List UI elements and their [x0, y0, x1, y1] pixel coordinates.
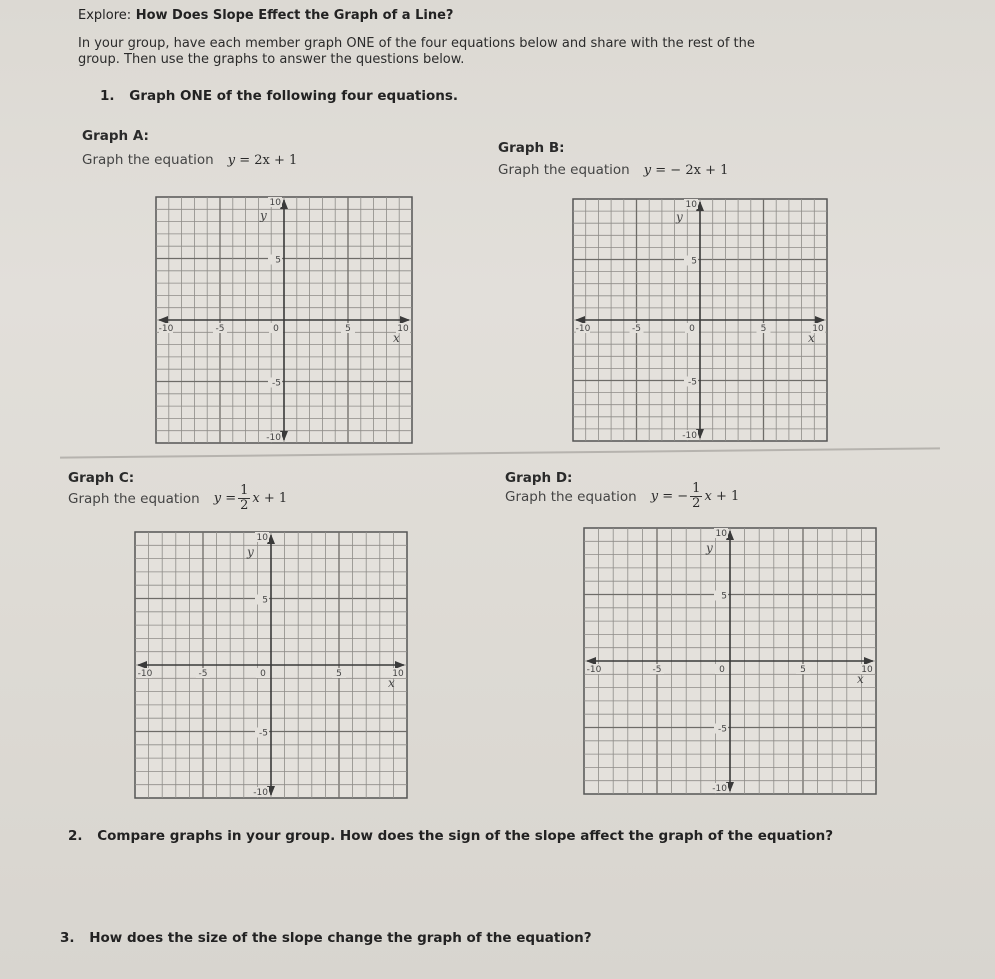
- graph-d-equation: [651, 482, 740, 511]
- graph-b-instruction-text: Graph the equation: [498, 162, 630, 178]
- graph-a-grid[interactable]: [155, 196, 413, 444]
- graph-c-instruction: [68, 484, 287, 513]
- svg-text:x: x: [393, 331, 400, 345]
- svg-text:10: 10: [269, 198, 281, 208]
- svg-text:5: 5: [760, 324, 767, 334]
- graph-d-instruction: [505, 482, 739, 511]
- svg-text:-10: -10: [137, 669, 153, 679]
- question-3-text: How does the size of the slope change the graph of the equation?: [89, 930, 592, 946]
- intro-paragraph: [78, 36, 878, 68]
- svg-text:10: 10: [861, 665, 873, 675]
- intro-line-2: group. Then use the graphs to answer the questions below.: [78, 52, 465, 67]
- svg-text:y: y: [260, 208, 267, 223]
- graph-a-instruction-text: Graph the equation: [82, 152, 214, 168]
- eq-sign: −: [670, 162, 682, 178]
- svg-text:-5: -5: [272, 378, 281, 389]
- svg-text:5: 5: [345, 324, 351, 334]
- svg-text:10: 10: [397, 324, 409, 334]
- graph-c-grid[interactable]: [134, 531, 408, 799]
- svg-text:5: 5: [262, 595, 268, 606]
- question-1: [100, 88, 458, 104]
- eq-slope: 2x: [685, 162, 701, 178]
- eq-equals: =: [225, 491, 237, 506]
- svg-text:10: 10: [256, 533, 268, 543]
- svg-text:10: 10: [685, 200, 697, 210]
- eq-lhs: y: [650, 489, 659, 504]
- question-3: [60, 930, 592, 946]
- question-1-number: 1.: [100, 88, 115, 104]
- svg-text:-10: -10: [253, 788, 268, 798]
- svg-text:-5: -5: [632, 324, 641, 334]
- fraction-denominator: 2: [240, 498, 249, 513]
- svg-text:5: 5: [336, 669, 342, 679]
- svg-text:-10: -10: [266, 433, 281, 443]
- worksheet-title: [78, 8, 453, 23]
- eq-intercept: + 1: [274, 152, 298, 168]
- svg-text:0: 0: [273, 324, 279, 334]
- eq-equals: =: [239, 152, 251, 168]
- eq-lhs: y: [227, 152, 236, 168]
- svg-text:10: 10: [392, 669, 404, 679]
- question-2-text: Compare graphs in your group. How does the sign of the slope affect the graph of the equation?: [97, 828, 834, 844]
- fraction-numerator: 1: [240, 483, 249, 498]
- svg-text:-10: -10: [158, 324, 174, 334]
- eq-intercept: + 1: [263, 491, 288, 506]
- graph-d-label: Graph D:: [505, 470, 573, 486]
- svg-text:y: y: [706, 540, 713, 555]
- svg-text:-5: -5: [198, 669, 208, 679]
- svg-text:-10: -10: [712, 784, 727, 794]
- eq-slope: 2x: [254, 152, 270, 168]
- svg-text:y: y: [247, 544, 254, 559]
- svg-text:0: 0: [260, 669, 266, 679]
- svg-text:-5: -5: [718, 724, 727, 735]
- svg-text:0: 0: [719, 665, 725, 675]
- question-1-text: Graph ONE of the following four equations.: [129, 88, 459, 104]
- eq-equals: =: [655, 162, 667, 178]
- svg-text:x: x: [388, 676, 395, 690]
- graph-c-equation: [214, 484, 287, 513]
- graph-d-grid[interactable]: [583, 527, 877, 795]
- coordinate-plane: [583, 527, 877, 795]
- eq-equals: =: [662, 489, 674, 504]
- eq-intercept: + 1: [705, 162, 729, 178]
- coordinate-plane: [572, 198, 828, 442]
- question-2: [68, 828, 833, 844]
- coordinate-plane: [134, 531, 408, 799]
- section-divider: [60, 447, 940, 458]
- svg-text:10: 10: [715, 529, 727, 539]
- eq-variable: x: [252, 491, 260, 506]
- svg-text:-10: -10: [682, 431, 697, 441]
- graph-a-label: Graph A:: [82, 128, 149, 144]
- eq-sign: −: [677, 489, 689, 504]
- graph-d-instruction-text: Graph the equation: [505, 488, 637, 505]
- svg-text:-5: -5: [652, 665, 662, 675]
- graph-b-grid[interactable]: [572, 198, 828, 442]
- svg-text:-10: -10: [586, 665, 602, 675]
- svg-text:y: y: [676, 210, 683, 225]
- svg-text:5: 5: [721, 591, 727, 602]
- eq-intercept: + 1: [715, 489, 740, 504]
- eq-lhs: y: [213, 491, 222, 506]
- svg-text:-5: -5: [259, 728, 268, 739]
- eq-fraction: [238, 484, 250, 513]
- svg-text:-5: -5: [688, 377, 697, 388]
- graph-b-instruction: [498, 162, 728, 178]
- fraction-numerator: 1: [692, 481, 701, 496]
- svg-text:5: 5: [691, 256, 697, 267]
- graph-c-instruction-text: Graph the equation: [68, 490, 200, 507]
- title-prefix: Explore:: [78, 8, 132, 23]
- svg-text:x: x: [808, 331, 815, 345]
- graph-a-equation: [228, 153, 298, 168]
- graph-b-equation: [644, 163, 729, 178]
- coordinate-plane: [155, 196, 413, 444]
- eq-fraction: [690, 482, 702, 511]
- svg-text:-5: -5: [215, 324, 225, 334]
- svg-text:5: 5: [800, 665, 806, 675]
- graph-b-label: Graph B:: [498, 140, 565, 156]
- title-text: How Does Slope Effect the Graph of a Line?: [135, 8, 454, 23]
- fraction-denominator: 2: [692, 496, 701, 511]
- svg-text:5: 5: [275, 255, 281, 266]
- graph-a-instruction: [82, 152, 297, 168]
- question-3-number: 3.: [60, 930, 75, 946]
- intro-line-1: In your group, have each member graph ONE of the four equations below and share with the rest of the: [78, 36, 755, 51]
- eq-variable: x: [704, 489, 712, 504]
- graph-c-label: Graph C:: [68, 470, 135, 486]
- question-2-number: 2.: [68, 828, 83, 844]
- eq-lhs: y: [643, 162, 652, 178]
- svg-text:0: 0: [689, 324, 695, 334]
- svg-text:-10: -10: [575, 324, 591, 334]
- svg-text:10: 10: [812, 324, 824, 334]
- svg-text:x: x: [857, 672, 864, 686]
